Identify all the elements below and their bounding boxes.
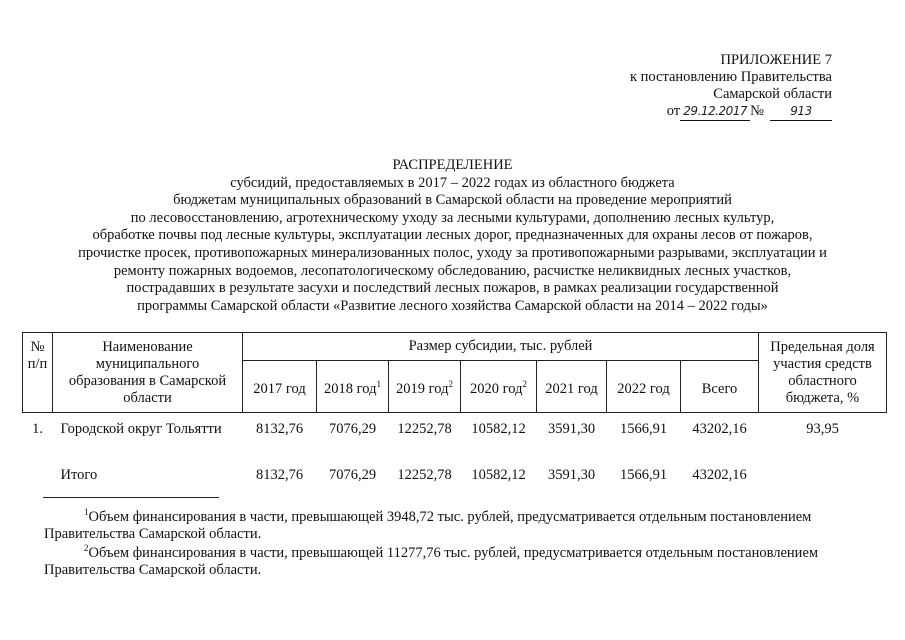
appendix-region: Самарской области (713, 86, 832, 102)
appendix-from: от (666, 103, 681, 119)
row-value: 12252,78 (397, 421, 452, 437)
document-title (0, 157, 905, 315)
header-subsidy: Размер субсидии, тыс. рублей (243, 333, 759, 361)
footnote-text: Объем финансирования в части, превышающей 3948,72 тыс. рублей, предусматривается отдельным постановлением Правительства Самарской области. (44, 508, 812, 542)
header-year: 2017 год (243, 361, 317, 413)
footnote-divider (43, 497, 219, 498)
footnote (44, 540, 894, 579)
row-value: 3591,30 (547, 421, 596, 437)
footnote-text: Объем финансирования в части, превышающей 11277,76 тыс. рублей, предусматривается отдельным постановлением Правительства Самарской области. (44, 544, 819, 578)
header-name: Наименование муниципального образования в Самарской области (53, 333, 243, 413)
row-value: 7076,29 (328, 421, 377, 437)
header-number: № п/п (23, 333, 53, 413)
appendix-date: 29.12.2017 (680, 103, 750, 121)
appendix-number-prefix: № (750, 103, 764, 119)
title-line: программы Самарской области «Развитие лесного хозяйства Самарской области на 2014 – 2022 годы» (137, 297, 768, 314)
row-total: 43202,16 (692, 467, 747, 483)
title-line: бюджетам муниципальных образований в Самарской области на проведение мероприятий (173, 192, 732, 209)
row-total: 43202,16 (692, 421, 747, 437)
row-value: 10582,12 (471, 467, 526, 483)
row-value: 8132,76 (255, 421, 304, 437)
appendix-date-line (572, 103, 832, 121)
row-value: 7076,29 (328, 467, 377, 483)
header-year: 2021 год (537, 361, 607, 413)
title-line: по лесовосстановлению, агротехническому уходу за лесными культурами, дополнению лесных культур, (130, 209, 775, 226)
header-year: 2019 год$^2$ (389, 361, 461, 413)
subsidy-table (22, 332, 887, 491)
row-name: Итого (60, 467, 98, 483)
title-line: прочистке просек, противопожарных минерализованных полос, уходу за противопожарными разрывами, эксплуатации и (78, 244, 827, 261)
header-total: Всего (681, 361, 759, 413)
footnote-mark: 2 (84, 543, 89, 553)
row-name: Городской округ Тольятти (60, 421, 222, 437)
footnote-mark: 1 (84, 507, 89, 517)
appendix-ref: к постановлению Правительства (630, 69, 832, 85)
appendix-title: ПРИЛОЖЕНИЕ 7 (720, 52, 832, 68)
row-share (759, 467, 887, 491)
row-share: 93,95 (806, 421, 839, 437)
table-row (23, 413, 887, 468)
title-heading: РАСПРЕДЕЛЕНИЕ (392, 157, 513, 173)
row-number: 1. (32, 421, 43, 437)
title-line: пострадавших в результате засухи и последствий лесных пожаров, в рамках реализации государственной (126, 280, 779, 297)
appendix-number: 913 (770, 103, 832, 121)
row-value: 3591,30 (547, 467, 596, 483)
footnote (44, 504, 894, 543)
table-row-total (23, 467, 887, 491)
title-line: обработке почвы под лесные культуры, эксплуатации лесных дорог, предназначенных для охраны лесов от пожаров, (92, 227, 813, 244)
row-value: 1566,91 (619, 467, 668, 483)
title-line: ремонту пожарных водоемов, лесопатологическому обследованию, расчистке неликвидных лесных участков, (113, 262, 792, 279)
row-value: 12252,78 (397, 467, 452, 483)
row-number (23, 467, 53, 491)
row-value: 8132,76 (255, 467, 304, 483)
row-value: 10582,12 (471, 421, 526, 437)
row-value: 1566,91 (619, 421, 668, 437)
header-year: 2022 год (607, 361, 681, 413)
header-share: Предельная доля участия средств областного бюджета, % (759, 333, 887, 413)
header-year: 2018 год$^1$ (317, 361, 389, 413)
header-year: 2020 год$^2$ (461, 361, 537, 413)
appendix-block (572, 52, 832, 121)
title-line: субсидий, предоставляемых в 2017 – 2022 годах из областного бюджета (230, 174, 675, 191)
